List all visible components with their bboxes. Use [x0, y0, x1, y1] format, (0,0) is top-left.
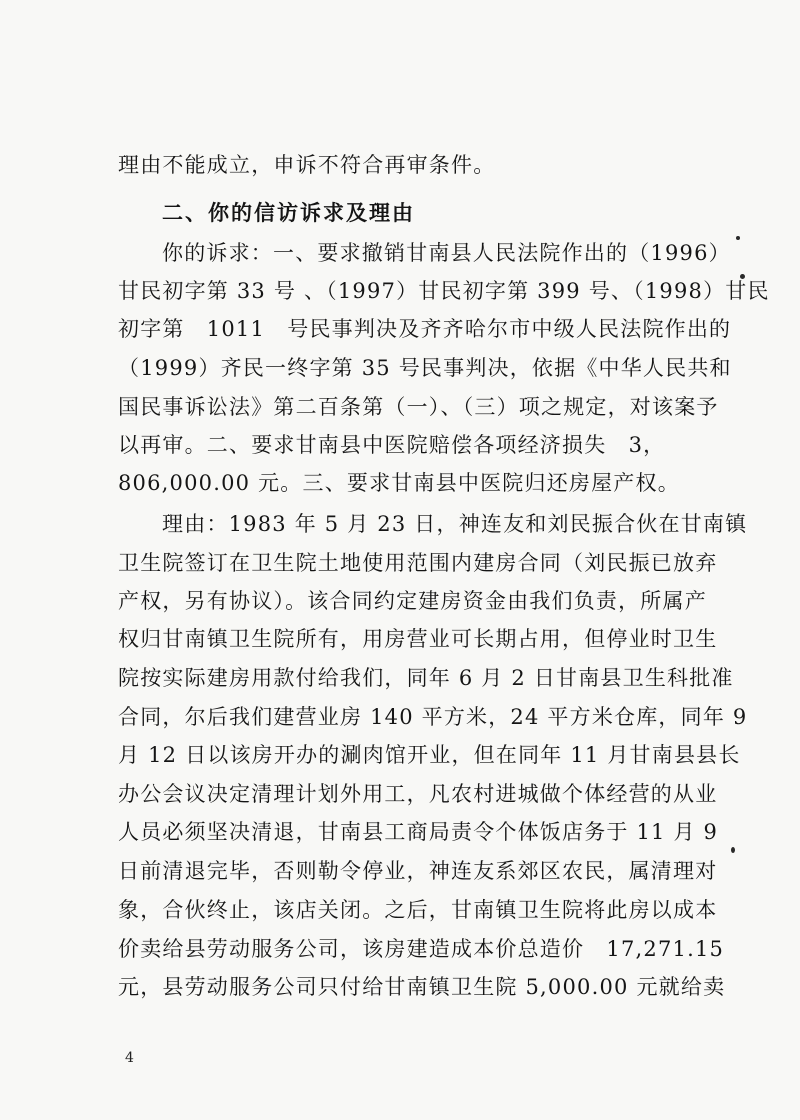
- scan-speck: [731, 847, 735, 853]
- body-line-16: 月 12 日以该房开办的涮肉馆开业，但在同年 11 月甘南县县长: [118, 743, 741, 767]
- body-line-14: 院按实际建房用款付给我们，同年 6 月 2 日甘南县卫生科批准: [118, 666, 734, 690]
- body-line-10: 理由：1983 年 5 月 23 日，神连友和刘民振合伙在甘南镇: [162, 512, 748, 536]
- body-line-18: 人员必须坚决清退，甘南县工商局责令个体饭店务于 11 月 9: [118, 820, 719, 844]
- scan-speck: [740, 274, 745, 279]
- scan-speck: [736, 236, 740, 240]
- body-line-3: 你的诉求：一、要求撤销甘南县人民法院作出的（1996）: [162, 241, 731, 265]
- body-line-20: 象，合伙终止，该店关闭。之后，甘南镇卫生院将此房以成本: [118, 898, 718, 922]
- body-line-22: 元，县劳动服务公司只付给甘南镇卫生院 5,000.00 元就给卖: [118, 975, 726, 999]
- body-line-13: 权归甘南镇卫生院所有，用房营业可长期占用，但停业时卫生: [118, 627, 718, 651]
- body-line-19: 日前清退完毕，否则勒令停业，神连友系郊区农民，属清理对: [118, 859, 718, 883]
- body-line-4: 甘民初字第 33 号 、（1997）甘民初字第 399 号、（1998）甘民: [118, 279, 770, 303]
- body-line-12: 产权，另有协议）。该合同约定建房资金由我们负责，所属产: [118, 589, 707, 613]
- body-line-8: 以再审。二、要求甘南县中医院赔偿各项经济损失 3，: [118, 433, 666, 457]
- page-number: 4: [125, 1050, 134, 1066]
- body-line-15: 合同，尔后我们建营业房 140 平方米，24 平方米仓库，同年 9: [118, 705, 748, 729]
- body-line-5: 初字第 1011 号民事判决及齐齐哈尔市中级人民法院作出的: [118, 317, 732, 341]
- body-line-6: （1999）齐民一终字第 35 号民事判决，依据《中华人民共和: [118, 356, 732, 380]
- body-line-1: 理由不能成立，申诉不符合再审条件。: [118, 153, 496, 177]
- body-line-21: 价卖给县劳动服务公司，该房建造成本价总造价 17,271.15: [118, 937, 725, 961]
- body-line-9: 806,000.00 元。三、要求甘南县中医院归还房屋产权。: [118, 471, 680, 495]
- body-line-7: 国民事诉讼法》第二百条第（一）、（三）项之规定，对该案予: [118, 395, 719, 419]
- section-heading: 二、你的信访诉求及理由: [162, 200, 415, 225]
- body-line-11: 卫生院签订在卫生院土地使用范围内建房合同（刘民振已放弃: [118, 551, 718, 575]
- body-line-17: 办公会议决定清理计划外用工，凡农村进城做个体经营的从业: [118, 782, 718, 806]
